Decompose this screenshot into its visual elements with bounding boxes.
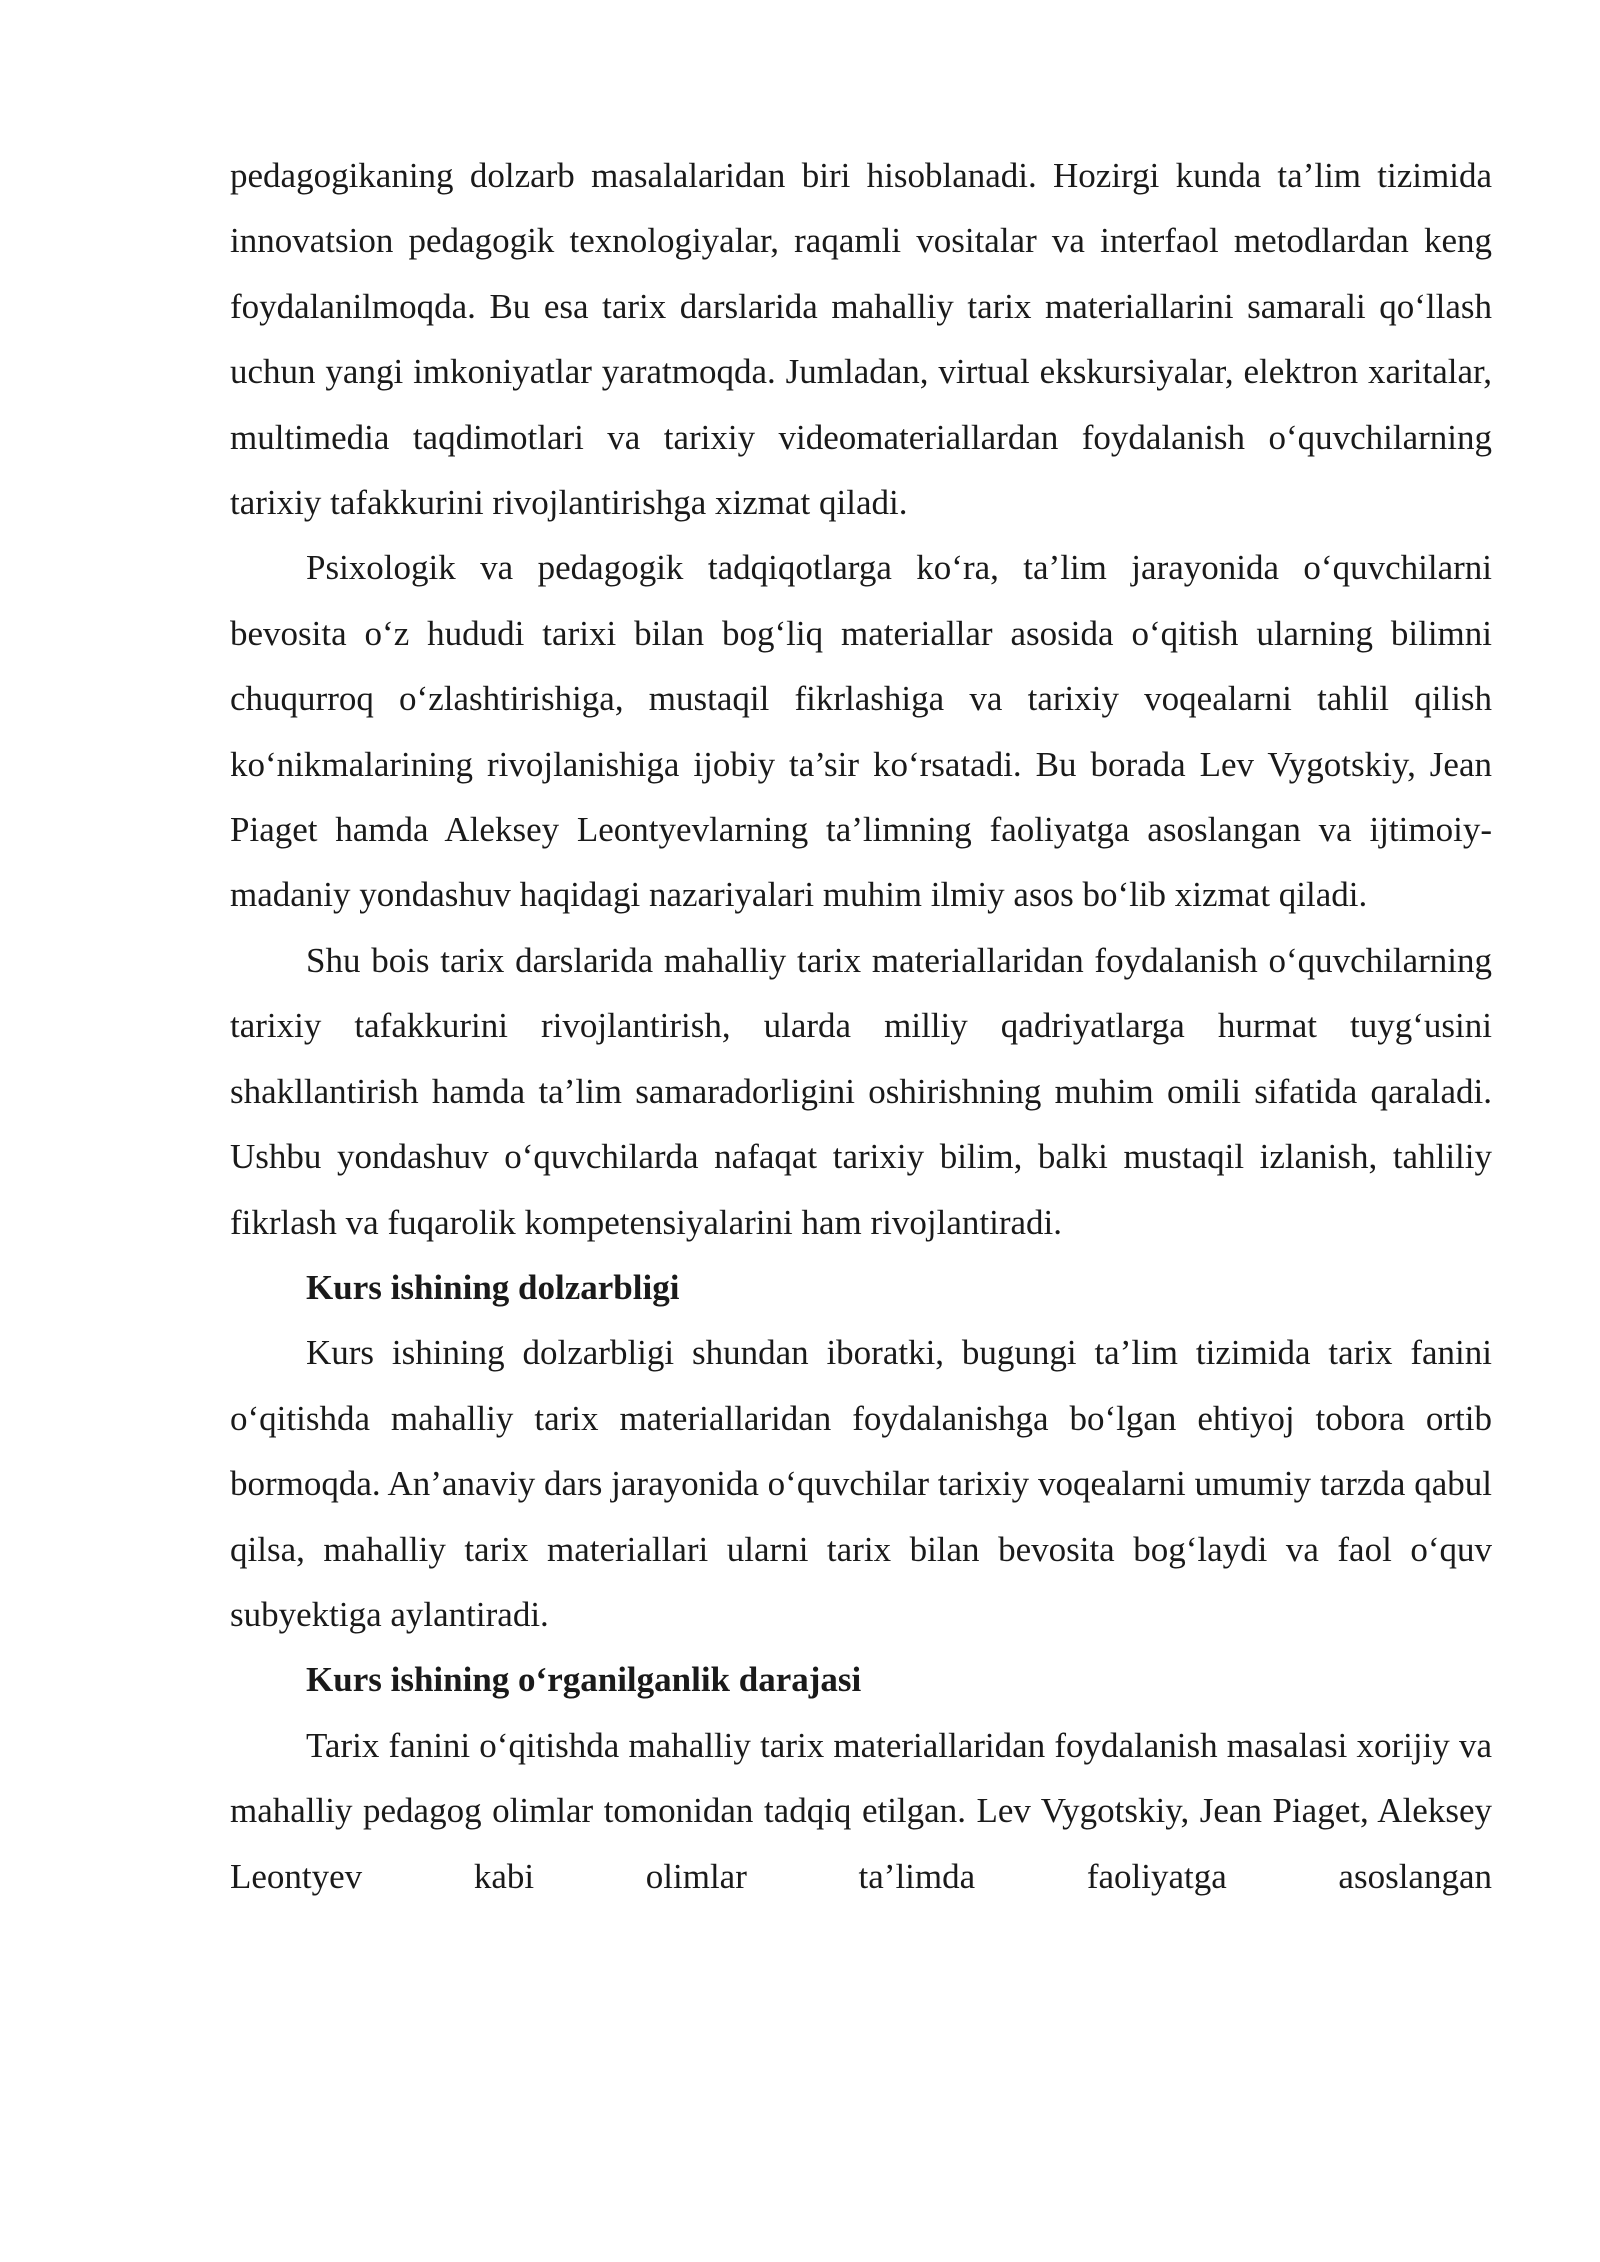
body-paragraph: Shu bois tarix darslarida mahalliy tarix materiallaridan foydalanish o‘quvchilarning tarixiy tafakkurini rivojlantirish, ularda milliy qadriyatlarga hurmat tuyg‘usini shakllantirish hamda ta’lim samaradorligini oshirishning muhim omili sifatida qaraladi. Ushbu yondashuv o‘quvchilarda nafaqat tarixiy bilim, balki mustaqil izlanish, tahliliy fikrlash va fuqarolik kompetensiyalarini ham rivojlantiradi. [230,940,1492,1242]
body-paragraph: Psixologik va pedagogik tadqiqotlarga ko‘ra, ta’lim jarayonida o‘quvchilarni bevosita o‘z hududi tarixi bilan bog‘liq materiallar asosida o‘qitish ularning bilimni chuqurroq o‘zlashtirishiga, mustaqil fikrlashiga va tarixiy voqealarni tahlil qilish ko‘nikmalarining rivojlanishiga ijobiy ta’sir ko‘rsatadi. Bu borada Lev Vygotskiy, Jean Piaget hamda Aleksey Leontyevlarning ta’limning faoliyatga asoslangan va ijtimoiy-madaniy yondashuv haqidagi nazariyalari muhim ilmiy asos bo‘lib xizmat qiladi. [230,548,1492,915]
section-heading: Kurs ishining dolzarbligi [306,1267,680,1307]
body-paragraph: Tarix fanini o‘qitishda mahalliy tarix materiallaridan foydalanish masalasi xorijiy va mahalliy pedagog olimlar tomonidan tadqiq etilgan. Lev Vygotskiy, Jean Piaget, Aleksey Leontyev kabi olimlar ta’limda faoliyatga asoslangan [230,1725,1492,1896]
body-paragraph: pedagogikaning dolzarb masalalaridan biri hisoblanadi. Hozirgi kunda ta’lim tizimida innovatsion pedagogik texnologiyalar, raqamli vositalar va interfaol metodlardan keng foydalanilmoqda. Bu esa tarix darslarida mahalliy tarix materiallarini samarali qo‘llash uchun yangi imkoniyatlar yaratmoqda. Jumladan, virtual ekskursiyalar, elektron xaritalar, multimedia taqdimotlari va tarixiy videomateriallardan foydalanish o‘quvchilarning tarixiy tafakkurini rivojlantirishga xizmat qiladi. [230,156,1492,523]
section-heading: Kurs ishining o‘rganilganlik darajasi [306,1660,862,1700]
document-page [230,143,1492,1909]
body-paragraph: Kurs ishining dolzarbligi shundan iboratki, bugungi ta’lim tizimida tarix fanini o‘qitishda mahalliy tarix materiallaridan foydalanishga bo‘lgan ehtiyoj tobora ortib bormoqda. An’anaviy dars jarayonida o‘quvchilar tarixiy voqealarni umumiy tarzda qabul qilsa, mahalliy tarix materiallari ularni tarix bilan bevosita bog‘laydi va faol o‘quv subyektiga aylantiradi. [230,1333,1492,1634]
